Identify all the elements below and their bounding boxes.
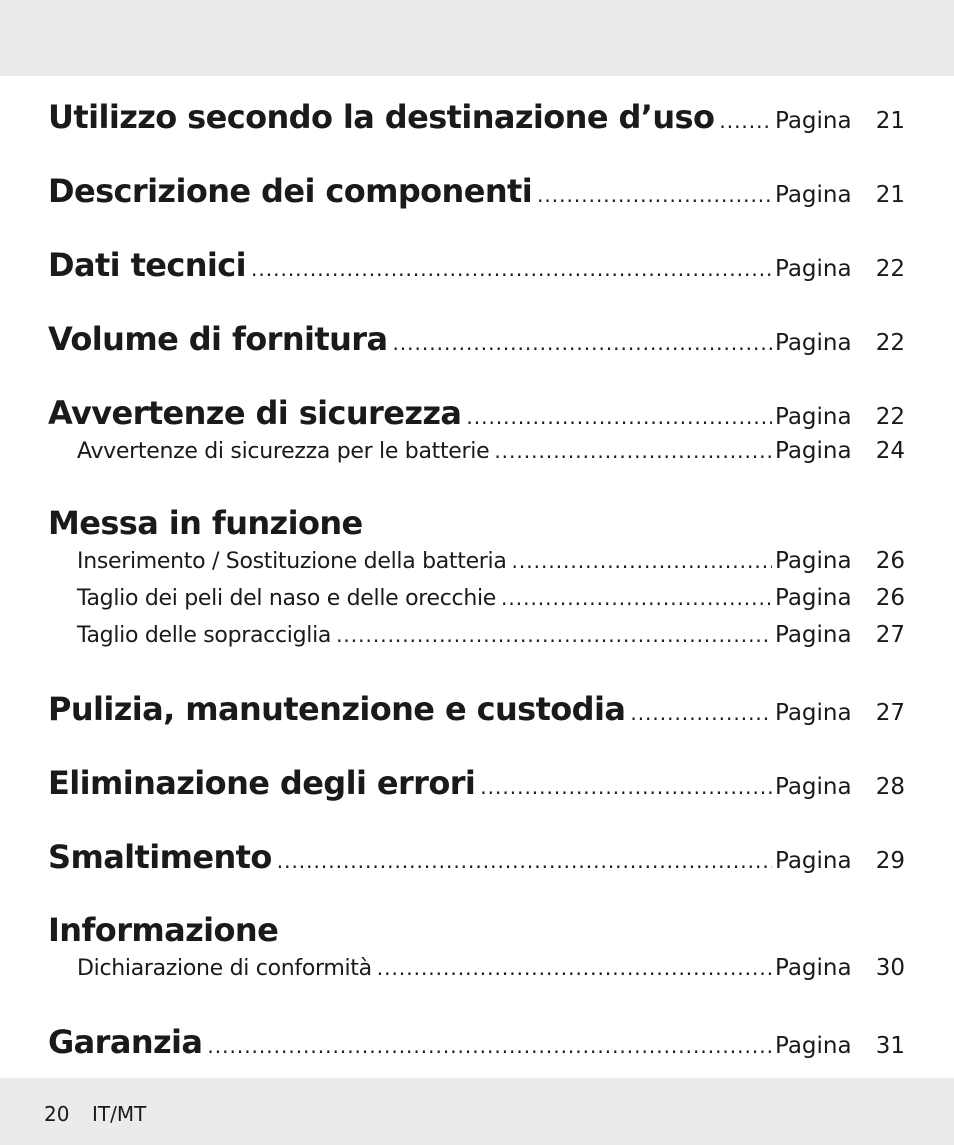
page-word: Pagina: [775, 438, 852, 464]
dot-leader: [537, 183, 772, 207]
toc-heading-information[interactable]: Informazione: [48, 911, 279, 949]
page-word: Pagina: [775, 774, 852, 800]
dot-leader: [480, 775, 772, 799]
dot-leader: [207, 1034, 772, 1058]
toc-entry-safety-warnings[interactable]: [48, 394, 905, 432]
toc-entry-label: Avvertenze di sicurezza per le batterie: [77, 439, 490, 464]
toc-entry-label: Inserimento / Sostituzione della batteria: [77, 549, 507, 574]
toc-entry-label: Smaltimento: [48, 838, 272, 876]
toc-entry-label: Dati tecnici: [48, 246, 247, 284]
dot-leader: [251, 257, 772, 281]
toc-entry-declaration-conformity[interactable]: [77, 955, 905, 981]
toc-entry-eyebrow-trimming[interactable]: [77, 622, 905, 648]
page-number: 21: [875, 108, 905, 134]
toc-entry-intended-use[interactable]: [48, 98, 905, 136]
toc-entry-label: Descrizione dei componenti: [48, 172, 533, 210]
page-word: Pagina: [775, 548, 852, 574]
dot-leader: [377, 956, 772, 980]
dot-leader: [277, 849, 772, 873]
page-number: 28: [875, 774, 905, 800]
toc-entry-battery-replacement[interactable]: [77, 548, 905, 574]
page-word: Pagina: [775, 848, 852, 874]
toc-entry-warranty[interactable]: [48, 1023, 905, 1061]
page-number: 22: [875, 256, 905, 282]
page-number: 27: [875, 622, 905, 648]
toc-entry-label: Volume di fornitura: [48, 320, 388, 358]
dot-leader: [392, 331, 772, 355]
toc-entry-technical-data[interactable]: [48, 246, 905, 284]
toc-entry-disposal[interactable]: [48, 838, 905, 876]
page-word: Pagina: [775, 585, 852, 611]
toc-entry-label: Pulizia, manutenzione e custodia: [48, 690, 626, 728]
page-number: 22: [875, 330, 905, 356]
dot-leader: [466, 405, 772, 429]
toc-entry-nose-ear-trimming[interactable]: [77, 585, 905, 611]
toc-entry-label: Garanzia: [48, 1023, 203, 1061]
toc-entry-cleaning[interactable]: [48, 690, 905, 728]
page-word: Pagina: [775, 622, 852, 648]
toc-entry-label: Utilizzo secondo la destinazione d’uso: [48, 98, 715, 136]
footer-language-code: IT/MT: [92, 1102, 147, 1126]
toc-entry-label: Eliminazione degli errori: [48, 764, 476, 802]
page-number: 29: [875, 848, 905, 874]
toc-heading-startup[interactable]: Messa in funzione: [48, 504, 363, 542]
toc-entry-label: Taglio dei peli del naso e delle orecchie: [77, 586, 497, 611]
toc-entry-troubleshooting[interactable]: [48, 764, 905, 802]
dot-leader: [336, 623, 772, 647]
page-word: Pagina: [775, 700, 852, 726]
dot-leader: [501, 586, 772, 610]
page-word: Pagina: [775, 404, 852, 430]
page-word: Pagina: [775, 256, 852, 282]
toc-entry-battery-warnings[interactable]: [77, 438, 905, 464]
page-word: Pagina: [775, 108, 852, 134]
dot-leader: [512, 549, 772, 573]
dot-leader: [494, 439, 772, 463]
page-word: Pagina: [775, 330, 852, 356]
dot-leader: [630, 701, 772, 725]
footer-page-number: 20: [44, 1102, 70, 1126]
page-number: 22: [875, 404, 905, 430]
toc-entry-label: Avvertenze di sicurezza: [48, 394, 462, 432]
page-word: Pagina: [775, 955, 852, 981]
page-number: 26: [875, 548, 905, 574]
page-number: 30: [875, 955, 905, 981]
dot-leader: [719, 109, 772, 133]
page-number: 21: [875, 182, 905, 208]
page-word: Pagina: [775, 1033, 852, 1059]
toc-entry-label: Dichiarazione di conformità: [77, 956, 372, 981]
toc-entry-delivery-contents[interactable]: [48, 320, 905, 358]
page-number: 27: [875, 700, 905, 726]
page-word: Pagina: [775, 182, 852, 208]
page-number: 31: [875, 1033, 905, 1059]
page-number: 24: [875, 438, 905, 464]
toc-entry-label: Taglio delle sopracciglia: [77, 623, 332, 648]
page-number: 26: [875, 585, 905, 611]
toc-entry-components[interactable]: [48, 172, 905, 210]
header-band: [0, 0, 954, 76]
